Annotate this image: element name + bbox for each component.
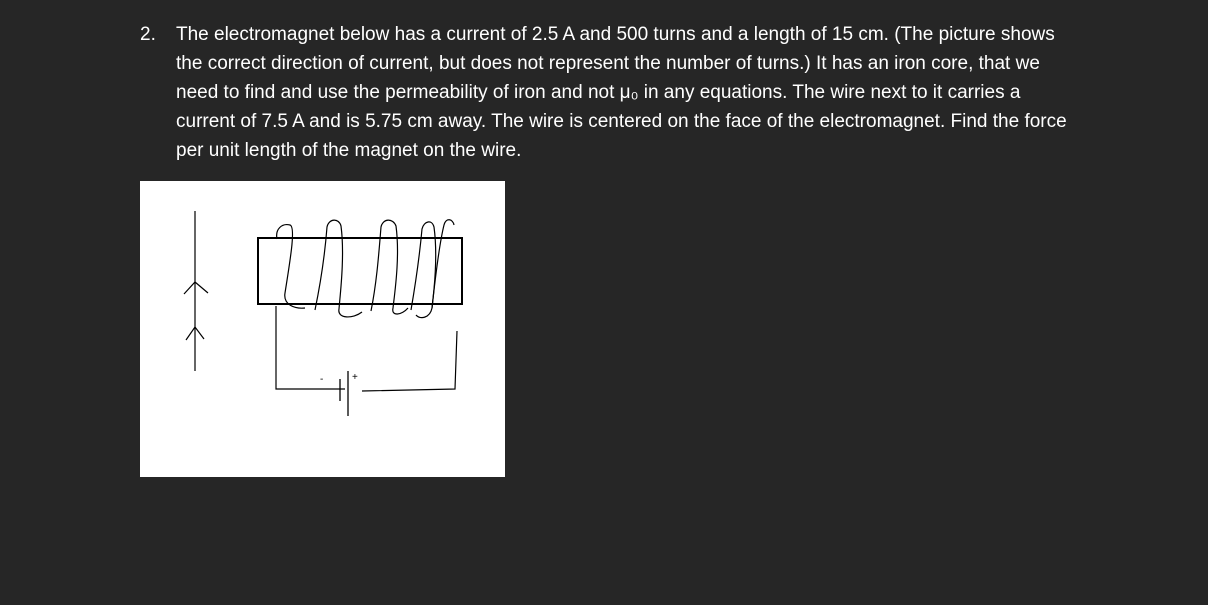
question-item	[140, 20, 1070, 165]
battery-icon	[340, 371, 348, 416]
battery-positive-label: +	[352, 372, 358, 383]
electromagnet-figure	[140, 181, 505, 477]
question-text: The electromagnet below has a current of 2.5 A and 500 turns and a length of 15 cm. (The picture shows the correct direction of current, but does not represent the number of turns.) It has an iron core, that we need to find and use the permeability of iron and not μ₀ in any equations. The wire next to it carries a current of 7.5 A and is 5.75 cm away. The wire is centered on the face of the electromagnet. Find the force per unit length of the magnet on the wire.	[176, 24, 1067, 161]
battery-negative-label: -	[320, 374, 324, 385]
coil-windings	[277, 220, 454, 318]
question-number: 2.	[140, 24, 156, 45]
circuit-wires	[276, 306, 457, 391]
circuit-diagram	[140, 181, 505, 477]
current-arrow-icon	[184, 282, 208, 294]
